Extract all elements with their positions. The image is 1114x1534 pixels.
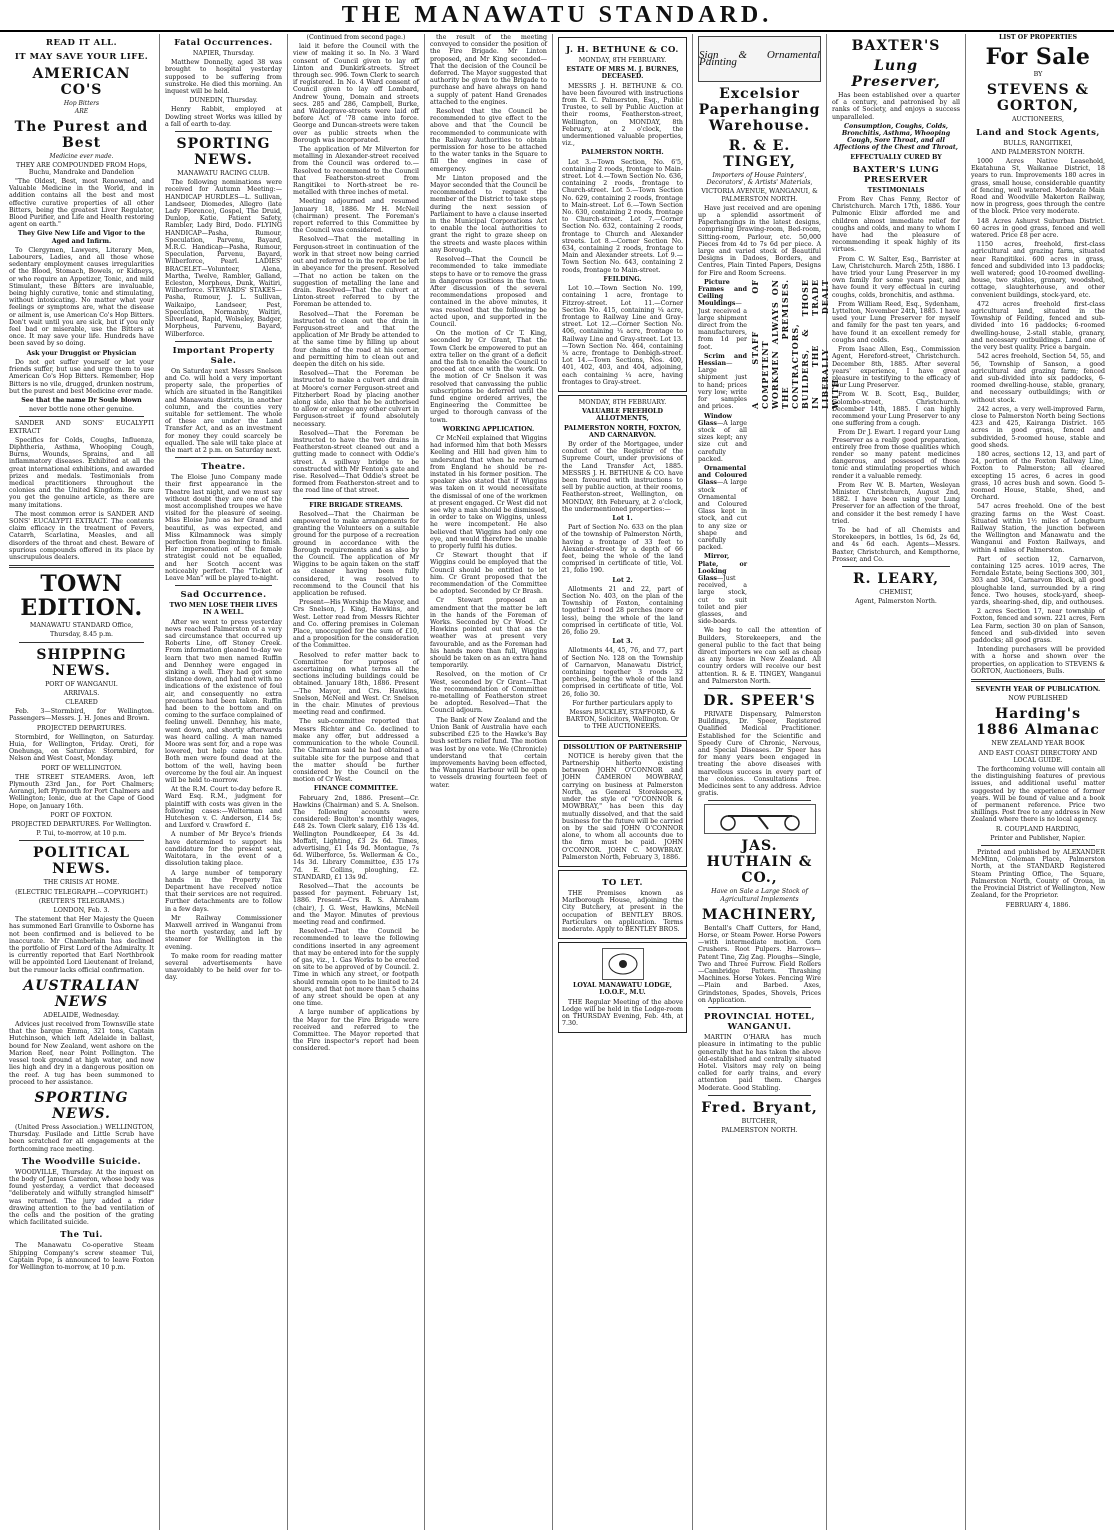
theatre-body: The Eloise Juno Company made their first appearance in the Theatre last night, and we must say without doubt they are one of the most accomplished troupes we have visited for the pleasure of seeing. Miss Eloise Juno as her Grand and beautiful, as was expected, and Miss Kilmamnock was simply perfection from beginning to finish. Her impersonation of the female strategist could not be equalled, and her Scotch accent was noticeably perfect. The "Ticket of Leave Man" will be played to-night. [165,474,282,582]
staff-vertical [750,279,840,409]
divider [842,566,950,567]
tingey-items [698,279,747,628]
council-cont-4: Resolved—That the Council be recommended to take immediate steps to have or to remove the grass in dangerous positions in the town. After discussion of the several recommendations proposed and contained in the above minutes, it was resolved that the following be acted upon, and supported in the Council. [430,256,547,328]
tingey-heading: R. & E. TINGEY, [723,138,796,170]
council-body-15: A large number of applications by the Mayor for the Fire Brigade were received and referred to the Committee. The Mayor reported that the Fire inspector's report had been considered. [293,1009,419,1053]
tingey-item-5: Mirror, Plate, or Looking Glass—Just received, a large stock, cut to suit toilet and pier glasses, and side-boards. [698,553,748,626]
now-published: NOW PUBLISHED [1008,695,1068,703]
american-cos-heading: AMERICAN CO'S [32,66,131,98]
property-8: 547 acres freehold. One of the best grazing farms on the West Coast. Situated within 1½ miles of Longburn Railway Station, the junction between the Wellington and Manawatu and the Wanganui and Foxton Railways, and within 4 miles of Palmerston. [971,503,1105,554]
divider [708,800,811,801]
sad-body-3: A number of Mr Bryce's friends have determined to support his candidature for the present seat, Waitotara, in the event of a dissolution taking place. [165,831,282,868]
column-2 [160,34,288,1530]
harding-name: R. COUPLAND HARDING, [995,825,1081,833]
list-properties: LIST OF PROPERTIES [998,34,1078,41]
estate-body: MESSRS J. H. BETHUNE & CO. have been favoured with instructions from R. C. Palmerston, Esq., Public Trustee, to sell by Public Auction at their rooms, Featherston-street, Wellington, on MONDAY, 8th February, at 2 o'clock, the undermentioned valuable properties, viz., [562,82,683,148]
theatre-heading: Theatre. [201,462,246,473]
leary-heading: R. LEARY, [852,570,940,587]
testimonial-2: From C. W. Salter, Esq., Barrister at Law, Christchurch. March 25th, 1886. I have tried your Lung Preserver in my own family for some years past, and have found it very effectual in curing coughs, colds, bronchitis, and asthma. [832,255,960,299]
divider [708,1095,811,1096]
monday-date-2: MONDAY, 8TH FEBRUARY. [578,398,667,406]
bryant-heading: Fred. Bryant, [701,1099,818,1116]
importers-line: Importers of House Painters', Decorators', & Artists' Materials, [706,172,813,187]
council-body-6: Resolved—That the Foreman be instructed to make a culvert and drain at Moore's corner Ferguson-street and Fitzherbert Road by placing another along side, also that he be authorised to allow or enlarge any other culvert in Ferguson-street if found absolutely necessary. [293,370,419,428]
divider [175,131,272,132]
baxters-lung-heading: BAXTER'S LUNG PRESERVER [852,164,940,185]
to-let-heading: TO LET. [602,877,643,888]
effectually-label: EFFECTUALLY CURED BY [850,153,942,161]
column-6 [693,34,841,1530]
sad-body: After we went to press yesterday news reached Palmerston of a very sad circumstance that occurred up Roberts Line, off Stoney Creek. From information gleaned to-day we learn that two men named Ruffin and Dennhey were engaged in sinking a well. They had got some distance down, and had met with no indications of the existence of foul air, and consequently no extra precautions had been taken. Ruffin had been to the bottom and on coming to the surface complained of feeling unwell. Dennhey, his mate, went down, and shortly afterwards was heard calling. A man named Moore was sent for, and a rope was lowered, but help came too late. Both men were found dead at the bottom of the well, having been overcome by the foul air. An inquest will be held to-morrow. [165,618,282,785]
double-rule [9,565,154,568]
nzyb-label: NEW ZEALAND YEAR BOOK [991,740,1085,748]
council-cont-9: Resolved, on the motion of Cr West, seconded by Cr Grant—That the recommendation of Committee re-metalling of Featherston street be adopted. Resolved—That the Council adjourn. [430,671,547,715]
lots-body: Lot 3.—Town Section, No. 6'5, containing 2 roods, frontage to Main-street. Lot 4.—Town Section No. 636, containing 2 roods, frontage to Church-street. Lot 5.—Town Section No. 629, containing 2 roods, frontage to Main-street. Lot 6.—Town Section No. 630, containing 2 roods, frontage to Church-street. Lot 7.—Corner Section No. 632, containing 2 roods, frontage to Church and Alexander streets. Lot 8.—Corner Section No. 634, containing 2 roods, frontage to Main and Alexander streets. Lot 9.—Town Section No. 643, containing 2 roods, frontage to Main-street. [562,158,683,274]
column-4 [425,34,553,1530]
property-11: Intending purchasers will be provided with a horse and shown over the properties, on application to STEVENS & GORTON, Auctioneers, Bulls. [971,646,1105,675]
valuable-body: By order of the Mortgagee, under conduct of the Registrar of the Supreme Court, under provisions of the Land Transfer Act, 1885. MESSRS J. H. BETHUNE & CO. have been favoured with instructions to sell by public auction, at their rooms, Featherston-street, Wellington, on MONDAY, 8th February, at 2 o'clock, the undermentioned properties:— [562,440,683,513]
imprint-body: Printed and published by ALEXANDER McMinn, Coleman Place, Palmerston North, at the STANDARD Registered Steam Printing Office, The Square, Palmerston North, County of Oroua, in the Provincial District of Wellington, New Zealand, for the Proprietor. [971,849,1105,900]
crisis-heading: THE CRISIS AT HOME. [43,879,120,887]
excelsior-heading: Excelsior Paperhanging Warehouse. [698,86,821,134]
tingey-note: We beg to call the attention of Builders, Storekeepers, and the general public to the fact that being direct importers we can sell as cheap as any house in New Zealand. All country orders will receive our best attention. R. & E. TINGEY, Wanganui and Palmerston North. [698,627,821,685]
genuine-notice: never bottle none other genuine. [28,406,135,414]
sander-body-2: The most common error is SANDER AND SONS' EUCALYPTI EXTRACT. The contents claim efficacy in the treatment of Fevers, Catarrh, Scarlatina, Measles, and all disorders of the throat and chest. Beware of spurious compounds offered in its place by unscrupulous dealers. [9,510,154,561]
lodge-ad [558,942,687,1033]
speer-heading: DR. SPEER'S [703,693,816,710]
for-sale-heading: For Sale [985,44,1091,71]
lot1-body: Part of Section No. 633 on the plan of the township of Palmerston North, having a frontage of 33 feet to Alexander-street by a depth of 66 feet, being the whole of the land comprised in certificate of title, Vol. 21, folio 190. [562,524,683,575]
london-dateline: LONDON, Feb. 3. [53,907,110,915]
lot1-label: Lot 1. [612,514,633,522]
masthead: THE MANAWATU STANDARD. [0,0,1114,32]
dunedin-dateline: DUNEDIN, Thursday. [189,97,258,105]
sad-body-6: To make room for reading matter several advertisements have unavoidably to be held over for to-day. [165,952,282,982]
palmerston-heading: PALMERSTON NORTH. [581,149,664,157]
sporting-heading-col2: SPORTING NEWS. [176,136,271,169]
purest-heading: The Purest and Best [14,119,149,152]
council-cont-10: The Bank of New Zealand and the Union Bank of Australia have each subscribed £25 to the Hawke's Bay bush settlers relief fund. The motion was lost by one vote. We (Chronicle) understand that certain improvements having been effected, the Wanganui Harbour will be open to vessels drawing fourteen feet of water. [430,716,547,789]
feilding-heading: FEILDING. [603,275,642,283]
napier-dateline: NAPIER, Thursday. [192,50,255,57]
testimonial-3: From William Reed, Esq., Sydenham, Lyttelton, November 24th, 1885. I have used your Lung Preserver for myself and family for the past ten years, and have found it an excellent remedy for coughs and colds. [832,300,960,344]
racing-body: The following nominations were received for Autumn Meeting:— HANDICAP HURDLES—L. Sullivan, Landseer, Diomedes, Allegro (late Lady Florence), Gospel, The Druid, Dunlop, Katie, Patient Safety, Rambler, Lady Bird, Dodo. FLYING HANDICAP—Pasha, Rumour, Speculation, Parvenu, Bayard, M.R.C. Handicap—Pasha, Rumour, Speculation, Parvenu, Bayard, Wilberforce, Pearl. LADIES' BRACELET—Volunteer, Alena, Martha, Twelve, Rambler, Galland, Ecleston, Morpheus, Dunk, Waitiri, Wilberforce. STEWARDS' STAKES—Pasha, Rumour, J. L. Sullivan, Waikaipo, Landseer, Pest, Speculation, Normanby, Waitiri, Silverlead, Rapid, Wolseley, Badger, Morpheus, Parvenu, Bayard, Wilberforce. [165,179,282,338]
read-it-all-heading: READ IT ALL. [45,38,118,48]
divider [175,585,272,586]
lot2-label: Lot 2. [612,576,633,584]
woodville-heading: The Woodville Suicide. [21,1156,142,1167]
provincial-heading: PROVINCIAL HOTEL, WANGANUI. [704,1012,815,1033]
almanac-body: The forthcoming volume will contain all the distinguishing features of previous issues, and additional useful matter suggested by the experience of former years. Will be found of value and a book of permanent reference. Price two shillings. Post free to any address in New Zealand where there is no local agency. [971,766,1105,824]
council-body-2: The application of Mr Milverton for metalling in Alexander-street received from the Council was ordered to.— Resolved to recommend to the Council that Featherston-street from Rangitikei to North-street be re-metalled with three inches of metal. [293,146,419,197]
youth-text: They Give New Life and Vigor to the Aged and Infirm. [17,230,146,245]
divider [175,457,272,458]
foxton-projected: PROJECTED DEPARTURES. For Wellington. [11,821,152,829]
lot2-body: Allotments 21 and 22, part of Section No. 403, on the plan of the Township of Foxton, containing together 1 rood 28 perches (more or less), being the whole of the land comprised in certificate of title, Vol. 26, folio 29. [562,585,683,637]
save-your-life-heading: IT MAY SAVE YOUR LIFE. [14,52,149,62]
tingey-address: VICTORIA AVENUE, WANGANUI, & PALMERSTON NORTH. [701,188,818,203]
property-9: Part of section 12, Carnarvon, containing 125 acres. 1019 acres, The Ferndale Estate, being Sections 300, 301, 303 and 304, Carnarvon Block, all good ploughable land, surrounded by a ring fence. Two houses, stock-yard, sheep-yards, shearing-shed, dip, and outhouses. [971,555,1105,606]
port-wanganui: PORT OF WANGANUI. [45,680,118,688]
tui-heading: The Tui. [60,1230,103,1241]
divider [19,840,144,841]
are-label: ARE [74,108,89,116]
tingey-body-1: Have just received and are opening up a splendid assortment of Paperhangings in the latest designs, comprising Drawing-room, Bed-room, Sitting-room, Parlour, etc. 50,000 Pieces from 4d to 7s 6d per piece. A large and varied stock of Beautiful Designs in Dadoes, Borders, and Centres, Plain Tinted Papers, Designs for Fire and Room Screens. [698,204,821,277]
double-rule [971,679,1105,682]
further-label: For further particulars apply to [572,699,673,707]
council-body-4: Resolved—That the metalling in Ferguson-street in continuation of the work in that street now being carried out and referred to in the report be left in abeyance for the present. Resolved—That no action be taken on the suggestion of metalling the lane and drain. Resolved—That the culvert at Linton-street referred to by the Foreman be attended to. [293,236,419,309]
divider [708,688,811,689]
auctioneers-label: AUCTIONEERS, [1011,116,1065,124]
by-label: BY [1033,71,1043,79]
column-7 [827,34,966,1530]
to-let-body: THE Premises known as Marlborough House, adjoining the City Butchery, at present in the occupation of BENTLEY BROS. Particulars on application. Terms moderate. Apply to BENTLEY BROS. [562,889,683,933]
sander-body: Specifics for Colds, Coughs, Influenza, Diphtheria, Asthma, Whooping Cough, Burns, Wounds, Sprains, and all inflammatory diseases. Exhibited at all the great international exhibitions, and awarded prizes and medals. Testimonials from medical practitioners throughout the colonies and the United Kingdom. Be sure you get the genuine article, as there are many imitations. [9,436,154,509]
lung-preserver-heading: Lung Preserver, [851,58,941,90]
projected-label: PROJECTED DEPARTURES. [36,724,127,732]
feilding-body: Lot 10.—Town Section No. 199, containing 1 acre, frontage to Fitzroy-street. Lot 11.—Corner Section No. 415, containing ¼ acre, frontage to Railway Line and Gray-street. Lot 12.—Corner Section No. 406, containing ¼ acre, frontage to Railway Line and Gray-street. Lot 13.—Town Section No. 464, containing ¼ acre, frontage to Denbigh-street. Lot 14.—Town Sections, Nos. 400, 401, 402, 403, and 404, adjoining, each containing ¼ acre, having frontages to Gray-street. [562,285,683,386]
town-edition-heading: TOWN EDITION. [20,571,143,622]
columns [4,34,1110,1530]
political-heading: POLITICAL NEWS. [33,845,130,878]
racing-club: MANAWATU RACING CLUB. [177,170,270,178]
crisis-body: The statement that Her Majesty the Queen has summoned Earl Granville to Osborne has not been confirmed and is believed to be inaccurate. Mr Chamberlain has declined the portfolio of First Lord of the Admiralty. It is currently reported that Earl Northbrook will be appointed Lord Lieutenant of Ireland, but the rumour lacks official confirmation. [9,916,154,974]
bulls-label: BULLS, RANGITIKEI, [1003,139,1073,147]
property-2: 148 Acres Ashurst Suburban District. 60 acres in good grass, fenced and well watered. Price £8 per acre. [971,217,1105,240]
council-cont-7: Cr Stewart thought that if Wiggins could be employed that the Council should be entitled to let him. Cr Grant proposed that the recommendation of the Committee be adopted. Seconded by Cr Brash. [430,552,547,596]
council-body-13: Resolved—That the accounts be passed for payment. February 1st, 1886. Present—Crs R. S. Abraham (chair), J. G. West, Hawkins, McNeil and the Mayor. Minutes of previous meeting read and confirmed. [293,882,419,926]
provincial-body: MARTIN O'HARA has much pleasure in intimating to the public generally that he has taken the above old-established and centrally situated Hotel. Visitors may rely on being called for early trains, and every attention paid them. Charges Moderate. Good Stabling. [698,1034,821,1092]
sporting-body-col1: (United Press Association.) WELLINGTON, Thursday. Fusilade and Little Scrub have been scratched for all engagements at the forthcoming race meeting. [9,1123,154,1153]
tingey-item-1: Picture Frames and Ceiling Mouldings—Just received a large shipment direct from the manufacturers, from 1d per foot. [698,278,748,351]
continued-note: (Continued from second page.) [306,34,406,41]
council-body-14: Resolved—That the Council be recommended to leave the following conditions inserted in any agreement that may be entered into for the supply of gas, viz., 1. Gas Works to be erected on site to be approved of by Council. 2. Time in which any street, or footpath should remain open to be limited to 24 hours, and that not more than 5 chains of any street should be open at any one time. [293,928,419,1008]
council-body-9: Present—His Worship the Mayor, and Crs Snelson, J. King, Hawkins, and West. Letter read from Messrs Richter and Co. offering premises in Coleman Place, unoccupied for the sum of £10, and a proposition for the consideration of the Committee. [293,599,419,650]
testimonials-label: TESTIMONIALS [867,186,925,194]
australian-body: Advices just received from Townsville state that the barque Emma, 321 tons, Captain Hutchinson, which left Adelaide in ballast, bound for New Zealand, went ashore on the Marion Reef, near Point Pollington. The vessel took ground at high water, and now lies high and dry in a dangerous position on the reef. A tug has been summoned to proceed to her assistance. [9,1021,154,1086]
office-line: MANAWATU STANDARD Office, [29,622,134,630]
testimonial-5: From W. B. Scott, Esq., Builder, Colombo-street, Christchurch. December 14th, 1885. I can highly recommend your Lung Preserver to any one suffering from a cough. [832,391,960,428]
east-coast-label: AND EAST COAST DIRECTORY AND LOCAL GUIDE. [978,749,1098,764]
lot3-label: Lot 3. [612,638,633,646]
chemist-label: CHEMIST, [879,588,913,596]
property-6: 242 acres, a very well-improved Farm, close to Palmerston North being Sections 423 and 425, Kairanga District. 165 acres in good grass, fenced and subdivided, 5-roomed house, stable and good sheds. [971,405,1105,449]
column-1 [4,34,160,1530]
projected-body: Stormbird, for Wellington, on Saturday. Huia, for Wellington, Friday. Oreti, for Onehunga, on Saturday. Stormbird, for Nelson and West Coast, Monday. [9,733,154,763]
adelaide-dateline: ADELAIDE, Wednesday. [43,1011,120,1019]
tingey-item-3: Window Glass—A large stock of all sizes kept; any size cut and carefully packed. [698,412,748,463]
fire-brigade: FIRE BRIGADE STREAMS. [309,501,403,509]
plough-icon [708,807,812,831]
huthain-heading: JAS. HUTHAIN & CO., [706,838,813,887]
places-heading: PALMERSTON NORTH, FOXTON, AND CARNARVON. [563,424,682,439]
hop-body-3: Do not get suffer yourself or let your friends suffer, but use and urge them to use American Co's Hop Bitters. Remember, Hop Bitters is no vile, drugged, drunken nostrum, but the purest and best Medicine ever made. [9,358,154,395]
bryant-place: PALMERSTON NORTH. [721,1126,798,1134]
column-8 [966,34,1110,1530]
machinery-illustration [704,804,816,834]
fatal-heading: Fatal Occurrences. [174,38,273,48]
hop-bitters: Hop Bitters [63,100,100,107]
wellington-body: THE STREET STEAMERS. Avon, left Plymouth 23rd Jan., for Port Chalmers; Aorangi, left Plymouth for Port Chalmers and Wellington; Ionic, due at the Cape of Good Hope, on January 16th. [9,773,154,810]
butcher-label: BUTCHER, [741,1117,778,1125]
cleared-body: Feb. 3—Stormbird, for Wellington. Passengers—Messrs. J. H. Jones and Brown. [9,708,154,723]
testimonial-1: From Rev Chas Fenny, Rector of Christchurch. March 17th, 1886. Your Pulmonic Elixir afforded me and children almost immediate relief for coughs and colds, and many to whom I have had the pleasure of recommending it speak highly of its virtues. [832,196,960,254]
australian-heading: AUSTRALIAN NEWS [23,977,140,1010]
testimonial-6: From Dr J. Ewart. I regard your Lung Preserver as a really good preparation, entirely free from those qualities which render so many patent medicines dangerous, and possessed of those tonic and stimulating properties which render it a valuable remedy. [832,429,960,480]
hops-text: THEY ARE COMPOUNDED FROM Hops, Buchu, Mandrake and Dandelion [16,161,147,176]
machinery-heading: MACHINERY, [701,906,817,923]
electric-copyright: (ELECTRIC TELEGRAPH.—COPYRIGHT.) [15,888,148,896]
reuter-label: (REUTER'S TELEGRAMS.) [38,897,125,905]
fatal-body-2: Henry Rabbit, employed at Dowling street Works was killed by a fall of earth to-day. [165,106,282,128]
emblem-icon [606,951,640,977]
sporting-heading-col1: SPORTING NEWS. [34,1089,129,1122]
to-let-ad [558,870,687,939]
testimonial-7: From Rev W. B. Marten, Wesleyan Minister. Christchurch, August 2nd, 1882. I have been using your Lung Preserver for an affection of the throat, and consider it the best remedy I have tried. [832,481,960,525]
property-1: 1000 Acres Native Leasehold, Ekatahuna St, Waikanae District, 18 years to run. Improvements 180 acres in grass, small house, considerable quantity of fencing, well watered. Moderate Main Road and Woodville Makerton Railway, now in progress, goes through the centre of the block. Price very moderate. [971,158,1105,216]
shipping-heading: SHIPPING NEWS. [36,646,127,679]
testimonial-4: From Isaac Allen, Esq., Commission Agent, Hereford-street, Christchurch. December 8th, 1885. After several years' experience, I have great pleasure in testifying to the efficacy of your Lung Preserver. [832,346,960,390]
divider [708,1007,811,1008]
further-agents: Messrs BUCKLEY, STAFFORD, & BARTON, Solicitors, Wellington. Or to THE AUCTIONEERS. [566,709,679,731]
almanac-heading: Harding's 1886 Almanac [976,706,1100,739]
staff-text: A STAFF OF COMPETENT WORKMEN ALWAYS ON THE PREMISES. CONTRACTORS, BUILDERS, & THOSE IN THE TRADE LIBERALLY DEALT WITH [750,278,841,409]
council-cont-6: Cr McNeil explained that Wiggins had informed him that both Messrs Keeling and Hill had given him to understand that when he returned from England he should be re-instated in his former position. The speaker also stated that if Wiggins was taken on it would necessitate the dismissal of one of the workmen at present engaged. Cr West did not see why a man should be dismissed, in order to take on Wiggins, unless he were incompetent. He also believed that Wiggins had only one eye, and would therefore be unable to properly fulfil his duties. [430,434,547,551]
property-10: 2 acres Section 17, near township of Foxton, fenced and sown. 221 acres, Fern Lea Farm, section 30 on plan of Sanson, fenced and sub-divided into seven paddocks; all good grass. [971,608,1105,645]
port-foxton: PORT OF FOXTON. [50,811,113,819]
finance: FINANCE COMMITTEE. [313,785,399,793]
port-wellington: PORT OF WELLINGTON. [41,764,122,772]
baxter-ailments: Consumption, Coughs, Colds, Bronchitis, Asthma, Whooping Cough, Sore Throat, and all Affections of the Chest and Throat, [834,122,958,152]
property-7: 180 acres, sections 12, 13, and part of 24, portion of the Foxton Railway Line, Foxton to Palmerston; all cleared excepting 15 acres, 6 acres in good grass, 10 acres bush and sown. Good 5-roomed House, Stable, Shed, and Orchard. [971,450,1105,502]
divider [19,642,144,643]
sander-label: SANDER AND SONS' EUCALYPTI EXTRACT [9,420,154,435]
arrivals-label: ARRIVALS. [63,689,100,697]
two-men-heading: TWO MEN LOSE THEIR LIVES IN A WELL. [169,602,278,617]
woodville-body: WOODVILLE, Thursday. At the inquest on the body of James Cameron, whose body was found yesterday, a verdict that deceased "deliberately and wilfully strangled himself" was returned. The jury added a rider drawing attention to the bad ventilation of the cells and the position of the grating which facilitated suicide. [9,1168,154,1227]
council-body-10: Resolved to refer matter back to Committee for purposes of ascertaining on what terms all the sections including buildings could be obtained. January 18th, 1886. Present—The Mayor, and Crs. Hawkins, Snelson, McNeil and West. Cr. Snelson in the chair. Minutes of previous meeting read and confirmed. [293,651,419,717]
valuable-ad [558,395,687,737]
council-cont-2: Resolved that the Council be recommended to give effect to the above and that the Council be recommended to communicate with the Railway Authorities to obtain permission for hose to be attached to the water tanks in the Square to fill the engines in case of emergency. [430,108,547,173]
bethune-ad [558,37,687,392]
council-cont-1: the result of the meeting conveyed to consider the position of the Fire Brigade. Mr Linton proposed, and Mr King seconded—That the decision of the Council be deferred. The Mayor suggested that authority be given to the Brigade to purchase and have always on hand a supply of patent Hand Grenades attached to the engines. [430,34,547,106]
sad-body-2: At the R.M. Court to-day before R. Ward Esq. R.M., judgment for plaintiff with costs was given in the following cases:—Welterman and Hutcheson v. C. Anderson, £14 5s; and Luxford v. Crawford £. [165,786,282,830]
ask-druggist: Ask your Druggist or Physician [26,349,137,357]
divider [981,845,1095,846]
agent-label: Agent, Palmerston North. [855,598,937,606]
working-applications: WORKING APPLICATION. [442,425,535,433]
council-body-3: Meeting adjourned and resumed January 18, 1886. Mr H. McNeil (chairman) present. The Foreman's report referred to this Committee by the Council was considered. [293,198,419,235]
tingey-item-4: Ornamental and Coloured Glass—A large stock of Ornamental and Coloured Glass kept in stock, and cut to any size or shape and carefully packed. [698,464,748,552]
bethune-heading: J. H. BETHUNE & CO. [566,45,679,55]
divider [175,341,272,342]
speer-body: PRIVATE Dispensary, Palmerston Buildings, Dr. Speer, Registered Qualified Medical Practitioner. Established for the Scientific and Speedy Cure of Chronic, Nervous, and Special Diseases. Dr Speer has for many years been engaged in treating the above diseases with marvellous success in every part of the colonies. Consultations free. Medicines sent to any address. Advice gratis. [698,711,821,798]
column-3 [288,34,425,1530]
sale-body: On Saturday next Messrs Snelson and Co. will hold a very important property sale, the properties of which are situated in the Rangitikei and Manawatu districts, in another column, and the counties very suitable for settlement. The whole of these are under the Land Transfer Act, and as an investment for money they could scarcely be equalled. The sale will take place at the mart at 2 p.m. on Saturday next. [165,367,282,454]
baxter-sold: To be had of all Chemists and Storekeepers, in bottles, 1s 6d, 2s 6d, and 4s 6d each. Agents—Messrs. Baxter, Christchurch, and Kempthorne, Prosser, and Co. [832,526,960,563]
tui-sailing: P. Tui, to-morrow, at 10 p.m. [36,830,127,838]
sale-heading: Important Property Sale. [172,345,275,366]
tingey-lower [698,278,841,628]
divider [303,498,409,499]
imprint-date: FEBRUARY 4, 1886. [1005,901,1071,909]
property-5: 542 acres freehold, Section 54, 55, and 56, Township of Sanson, a good agricultural and grazing farm; fenced and sub-divided into six paddocks, 6-roomed dwelling-house, stable, granary, and necessary outbuildings; with or without stock. [971,353,1105,404]
baxter-intro: Has been established over a quarter of a century, and patronised by all ranks of Society, and enjoys a success unparalleled. [832,92,960,121]
property-4: 472 acres freehold first-class agricultural land, situated in the Township of Feilding, fenced and sub-divided into 16 paddocks; 6-roomed dwelling-house, 2-stall stable, granary, and necessary outbuildings. Land one of the very best quality. Price a bargain. [971,300,1105,352]
tui-body: The Manawatu Co-operative Steam Shipping Company's screw steamer Tui, Captain Pope, is announced to leave Foxton for Wellington to-morrow, at 10 p.m. [9,1242,154,1271]
estate-heading: ESTATE OF MRS M. J. BURNES, DECEASED. [566,66,679,81]
palmerston-label: AND PALMERSTON NORTH. [991,148,1085,156]
seventh-year: SEVENTH YEAR OF PUBLICATION. [975,686,1101,694]
edition-date: Thursday, 8.45 p.m. [49,631,114,639]
council-cont-5: On the motion of Cr T. King, seconded by Cr Grant, That the Town Clerk be empowered to put an extra teller on the grant of a deficit and the fish to enable the Council to proceed at once with the work. On the motion of Cr Snelson it was resolved that canvassing the public subscriptions be deferred until the fund engine ordered arrives, the Engineering the Committee be urged to thorough canvass of the town. [430,330,547,424]
lodge-emblem [602,948,644,980]
soule-notice: See that the name Dr Soule blown [21,396,142,404]
dissolution-body: NOTICE is hereby given that the Partnership hitherto existing between JOHN O'CONNOR and JOHN CAMERON MOWBRAY, carrying on business at Palmerston North, as General Storekeepers, under the style of "O'CONNOR & MOWBRAY," has been this day mutually dissolved, and that the said business for the future will be carried on by the said JOHN O'CONNOR alone, to whom all accounts due to the firm must be paid. JOHN O'CONNOR. JOHN C. MOWBRAY. Palmerston North, February 3, 1886. [562,752,683,861]
council-body-8: Resolved—That the Chairman be empowered to make arrangements for granting the Volunteers on a suitable ground for the purpose of a recreation ground in accordance with the Borough requirements and as also by the Council. The application of Mr Wiggins to be again taken on the staff as cleaner having been fully considered, it was resolved to recommend to the Council that his application be refused. [293,510,419,598]
council-body-5: Resolved—That the Foreman be instructed to clean out the drain in Ferguson-street and that the application of Mr Brady be attended to at the same time by filling up about four chains of the road at his corner, and permitting him to clean out and deepen the ditch on his side. [293,310,419,368]
council-body-1: laid it before the Council with the view of making it so. In No. 3 Ward consent of Council given to lay off Linton and Dunkirk-streets. Street through sec. 996. Town Clerk to search if registered. In No. 4 Ward consent of Council given to lay off Lombard, Andrew Young, Domain and streets secs. 285 and 286, Campbell, Burke, and Waldegrave-streets were laid off before Act of '78 came into force. George and Duncan-streets were taken over as public streets when the Borough was incorporated. [293,43,420,144]
dissolution-heading: DISSOLUTION OF PARTNERSHIP [563,743,682,751]
lot3-body: Allotments 44, 45, 76, and 77, part of Section No. 128 on the Township of Carnarvon, Manawatu District, containing together 3 roods 32 perches, being the whole of the land comprised in certificate of title, Vol. 26, folio 30. [562,647,683,698]
hop-body-2: To Clergymen, Lawyers, Literary Men, Labourers, Ladies, and all those whose sedentary employment causes irregularities of the Blood, Stomach, Bowels, or Kidneys, or who require an Appetizer, Tonic, and mild Stimulant, these Bitters are invaluable, being highly curative, tonic and stimulating, without intoxicating. No matter what your feelings or symptoms are, what the disease or ailment is, use American Co's Hop Bitters. Don't wait until you are sick, but if you only feel bad or miserable, use the Bitters at once. It may save your life. Hundreds have been saved by so doing. [9,246,154,348]
cleared-label: CLEARED [65,698,98,706]
hop-body-1: "The Oldest, Best, most Renowned, and Valuable Medicine in the World, and in addition contains all the best and most effective curative properties of all other Bitters, being the greatest Liver Regulator, Blood Purifier, and Life and Health restoring agent on earth." [9,178,154,229]
sign-painting-banner: Sign & Ornamental Painting [698,36,821,82]
lodge-body: THE Regular Meeting of the above Lodge will be held in the Lodge-room on THURSDAY Evening, Feb. 4th, at 7.30. [562,998,683,1028]
column-5 [553,34,693,1530]
printer-label: Printer and Publisher, Napier. [990,834,1086,842]
baxters-heading: BAXTER'S [851,38,941,54]
ever-made: Medicine ever made. [49,153,114,161]
lodge-heading: LOYAL MANAWATU LODGE, I.O.O.F., M.U. [572,982,672,997]
tingey-item-2: Scrim and Hessian—Large shipment just to hand; prices very low; write for samples and prices. [698,352,748,411]
council-cont-8: Cr Stewart proposed an amendment that the matter be left in the hands of the Foreman of Works. Seconded by Cr Wood. Cr Hawkins pointed out that as the weather was at present very favourable, and as the Foreman had his hands more than full, Wiggins should be taken on as an extra hand temporarily. [430,597,547,670]
sad-heading: Sad Occurrence. [180,590,267,601]
council-body-7: Resolved—That the Foreman be instructed to have the two drains in Featherston-street cleaned out and a gutting made to connect with Oddie's street. A spillway bridge to be constructed with Mr Fenton's gate and rise. Resolved—That Oddie's street be formed from Featherston-street and to the road line of that street. [293,429,419,495]
council-cont-3: Mr Linton proposed and the Mayor seconded that the Council be recommended to request the member of the District to take steps during the next session of Parliament to have a clause inserted in the Municipal Corporations Act to enable the local authorities to grant the right to graze sheep on the streets and waste places within any Borough. [430,174,547,254]
sad-body-5: Mr Railway Commissioner Maxwell arrived in Wanganui from the north yesterday, and left by steamer for Wellington in the evening. [165,914,282,951]
divider [19,416,144,417]
sad-body-4: A large number of temporary hands in the Property Tax Department have received notice that their services are not required. Further detachments are to follow in a few days. [165,869,282,913]
stevens-heading: STEVENS & GORTON, [986,82,1090,115]
dissolution-ad [558,740,687,867]
machinery-body: Bentall's Chaff Cutters, for Hand, Horse, or Steam Power. Horse Powers—with intermediate motion. Corn Crushers. Root Pulpers. Harrows—Patent Tine, Zig Zag. Ploughs—Single, Two and Three Furrow. Field Rollers—Cambridge Pattern. Thrashing Machines. Horse Yokes. Fencing Wire—Plain and Barbed. Axes, Grindstones, Spades, Shovels, Prices on Application. [698,924,822,1004]
council-body-12: February 2nd, 1886. Present—Cr. Hawkins (Chairman) and S. A. Snelson. The following accounts were considered: Boulton's monthly wages, £48 2s. Town Clerk salary, £16 13s 4d. Wellington Poundkeeper, £4 3s 4d. Moffatt, Lighting, £3 2s 6d. Times, advertising, £1 14s 9d. Montague, 7s 6d. Wilberforce, 5s. Wellerman & Co., 14s 3d. Library Committee, £35 17s 7d. E. Collins, ploughing, £2. STANDARD, £1 13s 9d. [293,794,419,881]
huthain-sub: Have on Sale a Large Stock of Agricultural Implements [711,888,808,903]
land-agents-heading: Land and Stock Agents, [976,127,1100,138]
council-body-11: The sub-committee reported that Messrs Richter and Co. declined to make any offer, but addressed a communication to the whole Council. The Chairman said he had obtained a suitable site for the purpose and that the matter should be further considered by the Council on the motion of Cr West. [293,718,419,784]
monday-date: MONDAY, 8TH FEBRUARY. [578,57,667,64]
property-3: 1150 acres, freehold, first-class agricultural and grazing farm, situated near Rangitikei. 600 acres in grass, fenced and subdivided into 13 paddocks; well watered; good 10-roomed dwelling-house, two stables, granary, woodshed, cottage, slaughterhouse, and other convenient buildings, stock-yard, etc. [971,241,1105,299]
valuable-heading: VALUABLE FREEHOLD ALLOTMENTS, [582,408,663,423]
fatal-body-1: Matthew Donnelly, aged 38 was brought to hospital yesterday supposed to be suffering from sunstroke. He died this morning. An inquest will be held. [165,59,282,96]
